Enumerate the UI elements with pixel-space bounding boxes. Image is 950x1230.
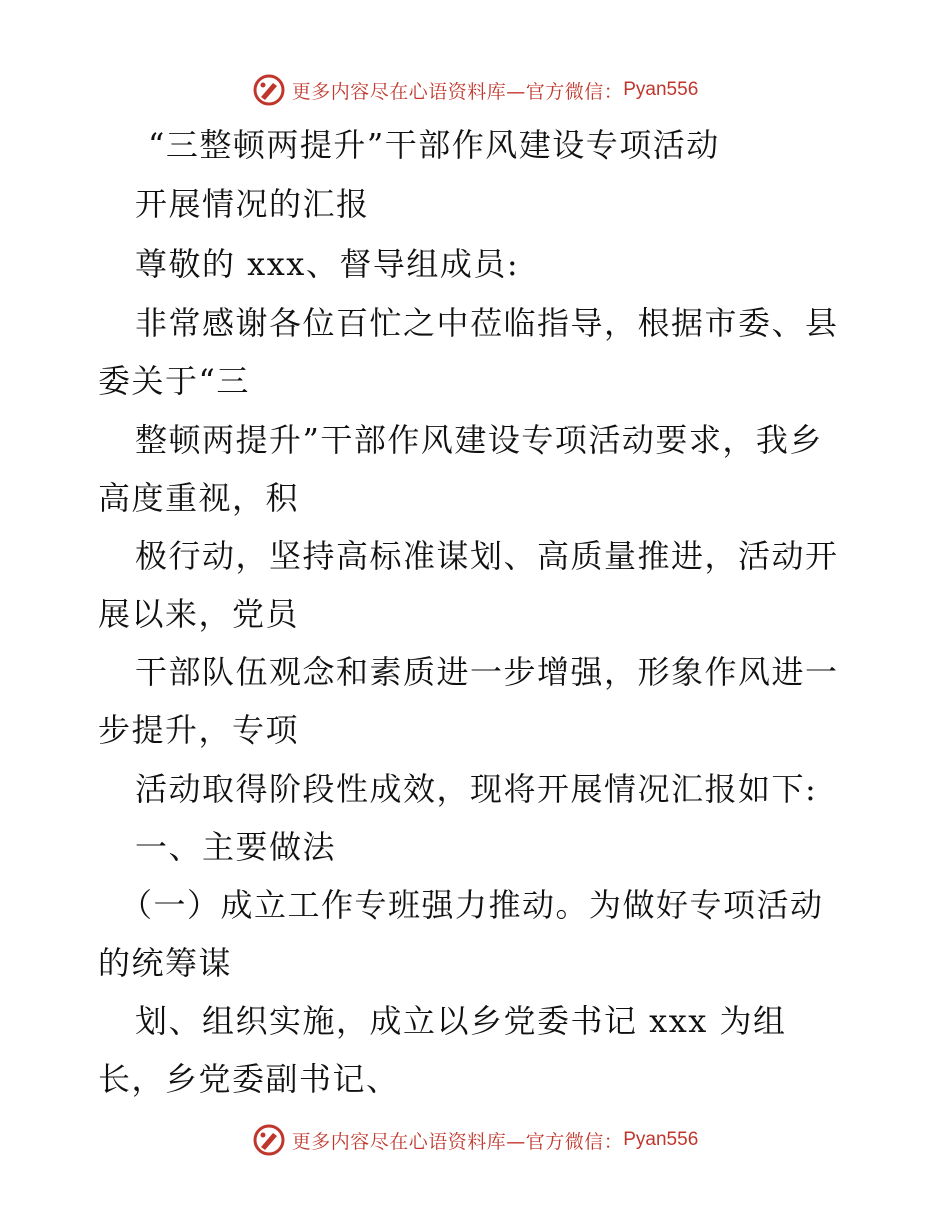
doc-section-heading: 一、主要做法 — [135, 828, 337, 866]
doc-subsection-line: （一）成立工作专班强力推动。为做好专项活动 — [120, 886, 824, 924]
watermark-wechat-id: Pyan556 — [623, 1129, 699, 1150]
doc-title-line-2: 开展情况的汇报 — [135, 185, 370, 223]
doc-paragraph-line: 干部队伍观念和素质进一步增强，形象作风进一 — [135, 653, 839, 691]
brand-logo-icon — [252, 1123, 286, 1157]
doc-paragraph-line: 的统筹谋 — [98, 944, 233, 982]
doc-salutation: 尊敬的 xxx、督导组成员: — [135, 245, 520, 283]
doc-paragraph-line: 长，乡党委副书记、 — [98, 1060, 400, 1098]
doc-paragraph-line: 非常感谢各位百忙之中莅临指导，根据市委、县 — [135, 304, 839, 342]
doc-paragraph-line: 展以来，党员 — [98, 595, 300, 633]
doc-paragraph-line: 划、组织实施，成立以乡党委书记 xxx 为组 — [135, 1002, 787, 1040]
doc-title-line-1: “三整顿两提升”干部作风建设专项活动 — [148, 126, 720, 164]
watermark-footer — [0, 1120, 950, 1160]
doc-paragraph-line: 高度重视，积 — [98, 479, 300, 517]
doc-paragraph-line: 委关于“三 — [98, 362, 250, 400]
doc-paragraph-line: 极行动，坚持高标准谋划、高质量推进，活动开 — [135, 537, 839, 575]
doc-paragraph-line: 活动取得阶段性成效，现将开展情况汇报如下: — [135, 770, 818, 808]
watermark-wechat-id: Pyan556 — [623, 79, 699, 100]
doc-paragraph-line: 步提升，专项 — [98, 711, 300, 749]
watermark-text: 更多内容尽在心语资料库—官方微信： — [291, 80, 624, 103]
watermark-text: 更多内容尽在心语资料库—官方微信： — [291, 1130, 624, 1153]
doc-paragraph-line: 整顿两提升”干部作风建设专项活动要求，我乡 — [135, 421, 823, 459]
